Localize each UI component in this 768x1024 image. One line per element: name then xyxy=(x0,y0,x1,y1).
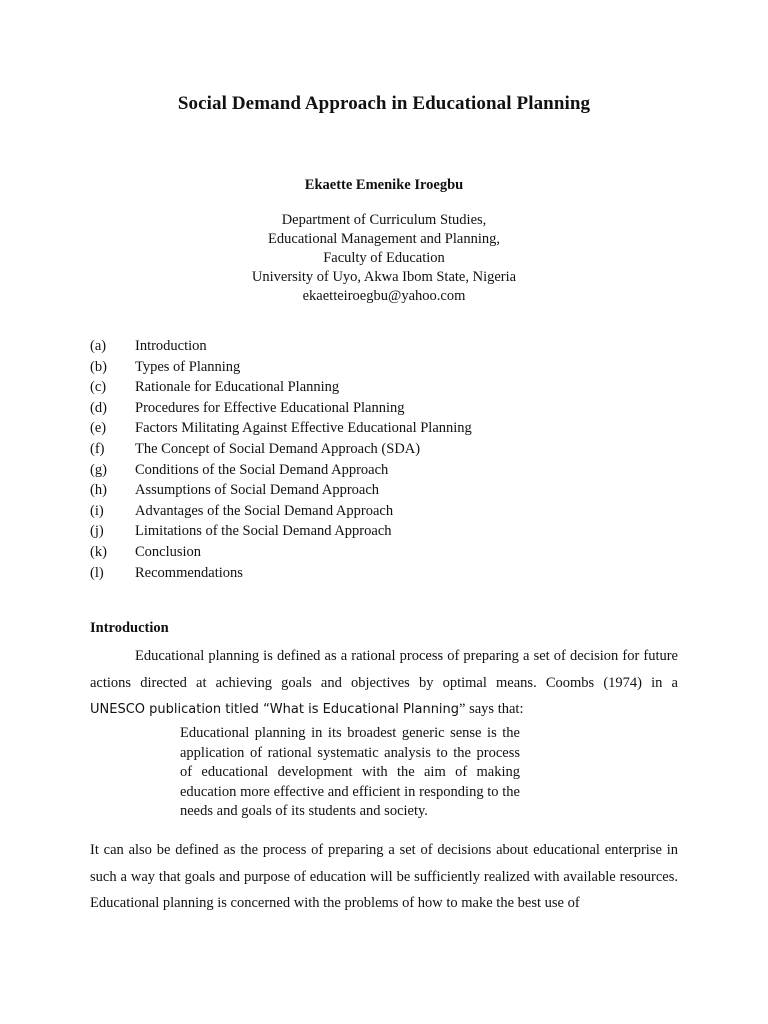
contents-item-letter: (i) xyxy=(90,502,104,519)
paragraph-text: Educational planning is defined as a rational process of preparing a set of decision for future actions directed at achieving goals and objectives by optimal means. Coombs (1974) in a xyxy=(90,648,678,691)
contents-item-letter: (e) xyxy=(90,420,107,437)
contents-item-label: Introduction xyxy=(135,338,207,354)
block-quote: Educational planning in its broadest generic sense is the application of rational systematic analysis to the process of educational development with the aim of making education more effective and efficient in responding to the needs and goals of its students and society. xyxy=(180,725,520,819)
contents-item-label: Types of Planning xyxy=(135,358,241,375)
paragraph-text-sans: UNESCO publication titled “What is Educational Planning xyxy=(90,702,460,717)
affiliation-university: University of Uyo, Akwa Ibom State, Nigeria xyxy=(251,269,517,285)
contents-item xyxy=(90,377,690,398)
contents-item-label: Conclusion xyxy=(135,543,202,560)
contents-item xyxy=(90,521,690,542)
contents-item-label: Conditions of the Social Demand Approach xyxy=(135,461,389,478)
author-email: ekaetteiroegbu@yahoo.com xyxy=(302,288,466,304)
paragraph-last-line xyxy=(90,701,523,717)
introduction-paragraph-1 xyxy=(90,643,678,724)
contents-item-letter: (j) xyxy=(90,523,104,540)
paper-title: Social Demand Approach in Educational Planning xyxy=(177,93,591,114)
contents-item xyxy=(90,501,690,522)
contents-item-label: Factors Militating Against Effective Educational Planning xyxy=(135,420,472,437)
contents-item-label: Procedures for Effective Educational Planning xyxy=(135,399,405,416)
affiliation-faculty: Faculty of Education xyxy=(323,250,445,266)
contents-item xyxy=(90,480,690,501)
contents-item-letter: (b) xyxy=(90,358,107,375)
contents-item-letter: (c) xyxy=(90,379,107,396)
contents-item-letter: (g) xyxy=(90,461,107,478)
contents-item xyxy=(90,398,690,419)
contents-item-letter: (h) xyxy=(90,482,107,499)
contents-item xyxy=(90,542,690,563)
contents-item-letter: (a) xyxy=(90,338,107,354)
contents-list xyxy=(90,336,690,583)
contents-item-letter: (d) xyxy=(90,399,107,416)
contents-item xyxy=(90,357,690,378)
contents-item xyxy=(90,563,690,584)
contents-item-letter: (l) xyxy=(90,564,104,581)
affiliation-department: Department of Curriculum Studies, xyxy=(281,212,487,228)
contents-item xyxy=(90,460,690,481)
contents-item xyxy=(90,418,690,439)
contents-item-label: Assumptions of Social Demand Approach xyxy=(135,482,380,499)
contents-item-label: The Concept of Social Demand Approach (SDA) xyxy=(135,440,421,457)
affiliation-unit: Educational Management and Planning, xyxy=(268,231,500,247)
contents-item-label: Recommendations xyxy=(135,564,243,581)
contents-item-letter: (f) xyxy=(90,440,105,457)
introduction-heading: Introduction xyxy=(90,620,169,636)
contents-item-letter: (k) xyxy=(90,543,107,560)
contents-item-label: Rationale for Educational Planning xyxy=(135,379,340,396)
paragraph-text-end: ” says that: xyxy=(459,701,524,717)
contents-item-label: Advantages of the Social Demand Approach xyxy=(135,502,394,519)
author-affiliation xyxy=(0,211,768,306)
author-name: Ekaette Emenike Iroegbu xyxy=(304,177,464,193)
contents-item xyxy=(90,439,690,460)
contents-item-label: Limitations of the Social Demand Approach xyxy=(135,523,392,540)
introduction-paragraph-2: It can also be defined as the process of preparing a set of decisions about educational enterprise in such a way that goals and purpose of education will be sufficiently realized with available resources. Educational planning is concerned with the problems of how to make the best use of xyxy=(90,842,678,911)
contents-item xyxy=(90,336,690,357)
